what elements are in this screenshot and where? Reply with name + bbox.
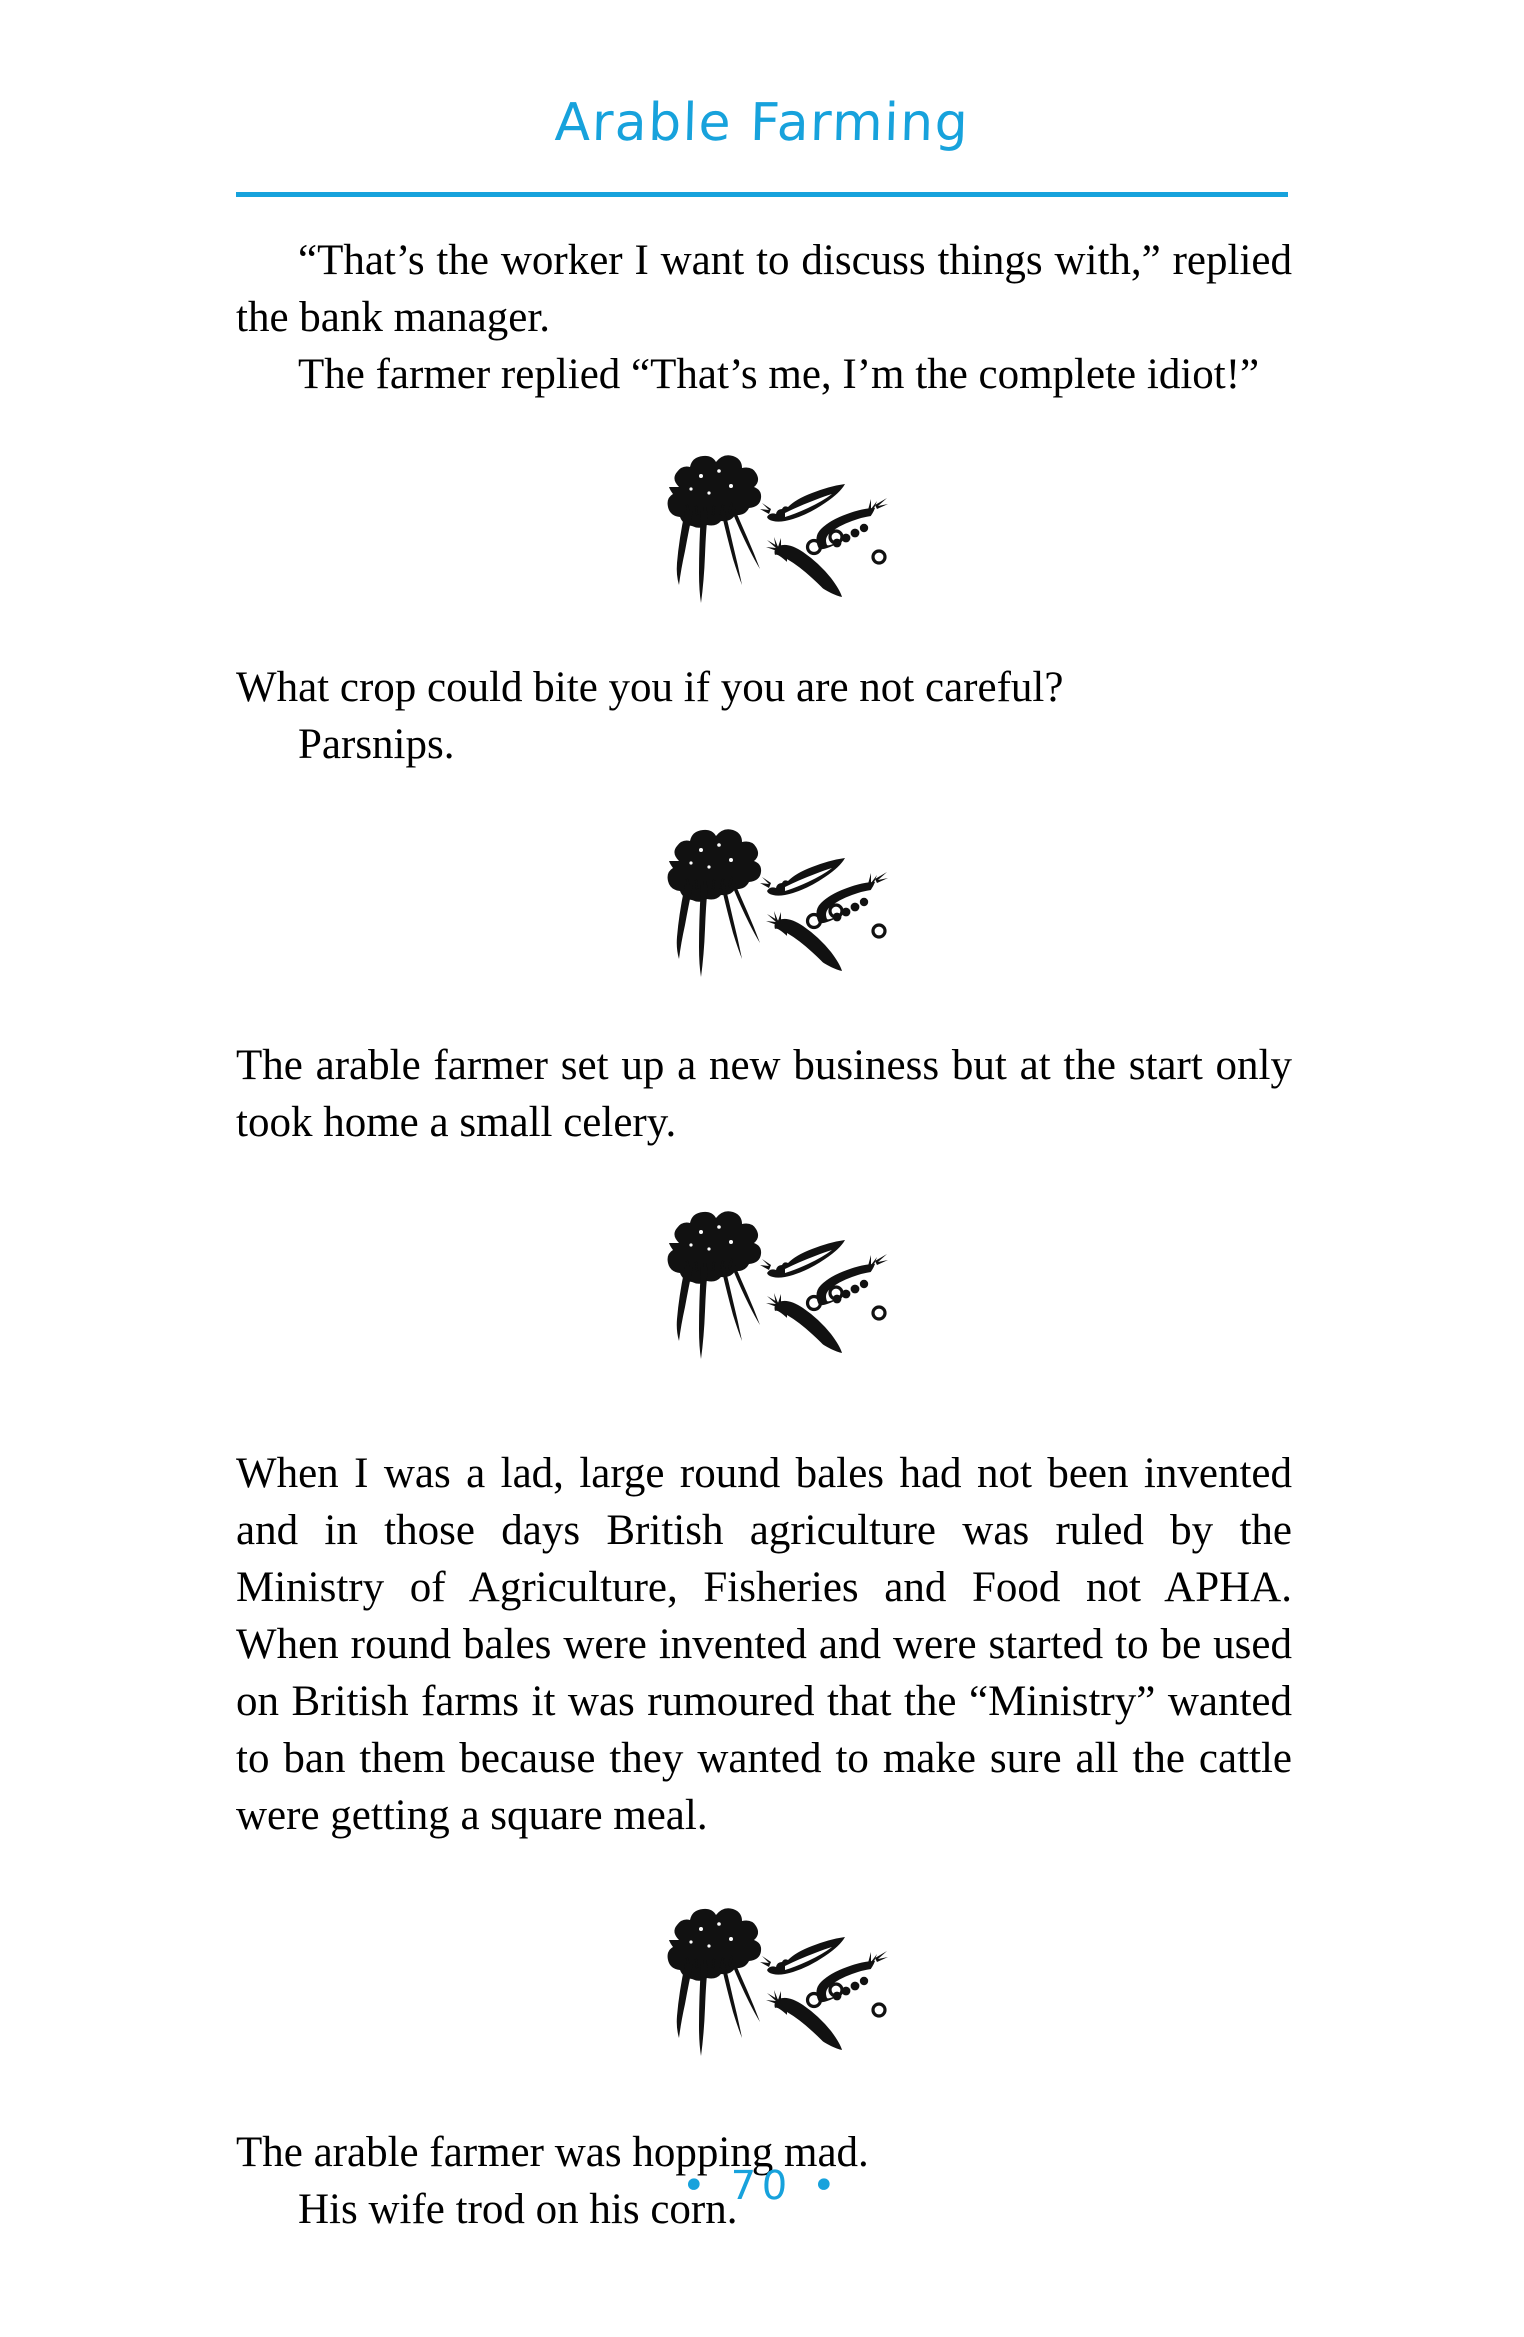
joke-1-line-1-text: “That’s the worker I want to discuss things with,” replied the bank manager. bbox=[236, 237, 1292, 341]
carrots-and-peas-icon bbox=[639, 1904, 889, 2064]
ornament-1 bbox=[236, 451, 1292, 611]
page-number: • 70 • bbox=[681, 2163, 843, 2209]
joke-2-line-1-text: What crop could bite you if you are not careful? bbox=[236, 664, 1064, 711]
joke-block-1 bbox=[236, 232, 1292, 403]
joke-4-line-2-text: His wife trod on his corn. bbox=[298, 2186, 738, 2233]
story-paragraph: When I was a lad, large round bales had not been invented and in those days British agriculture was ruled by the Ministry of Agriculture, Fisheries and Food not APHA. When round bales were invented and were started to be used on British farms it was rumoured that the “Ministry” wanted to ban them because they wanted to make sure all the cattle were getting a square meal. bbox=[236, 1450, 1292, 1839]
joke-2-line-2-text: Parsnips. bbox=[298, 721, 455, 768]
carrots-and-peas-icon bbox=[639, 1207, 889, 1367]
page-footer bbox=[0, 2163, 1524, 2209]
joke-4-line-1-text: The arable farmer was hopping mad. bbox=[236, 2129, 869, 2176]
joke-3-line-1 bbox=[236, 1037, 1292, 1151]
story-block bbox=[236, 1445, 1292, 1844]
joke-block-3 bbox=[236, 1037, 1292, 1151]
joke-3-line-1-text: The arable farmer set up a new business but at the start only took home a small celery. bbox=[236, 1042, 1292, 1146]
joke-2-line-2 bbox=[236, 716, 1292, 773]
text-column bbox=[236, 232, 1292, 2238]
joke-1-line-2-text: The farmer replied “That’s me, I’m the complete idiot!” bbox=[298, 351, 1260, 398]
page-title: Arable Farming bbox=[554, 93, 970, 153]
ornament-2 bbox=[236, 825, 1292, 985]
header-divider-rule bbox=[236, 192, 1288, 197]
carrots-and-peas-icon bbox=[639, 451, 889, 611]
joke-block-2 bbox=[236, 659, 1292, 773]
joke-1-line-2 bbox=[236, 346, 1292, 403]
joke-1-line-1 bbox=[236, 232, 1292, 346]
ornament-4 bbox=[236, 1904, 1292, 2064]
ornament-3 bbox=[236, 1207, 1292, 1367]
joke-2-line-1 bbox=[236, 659, 1292, 716]
page-header bbox=[0, 93, 1524, 206]
carrots-and-peas-icon bbox=[639, 825, 889, 985]
